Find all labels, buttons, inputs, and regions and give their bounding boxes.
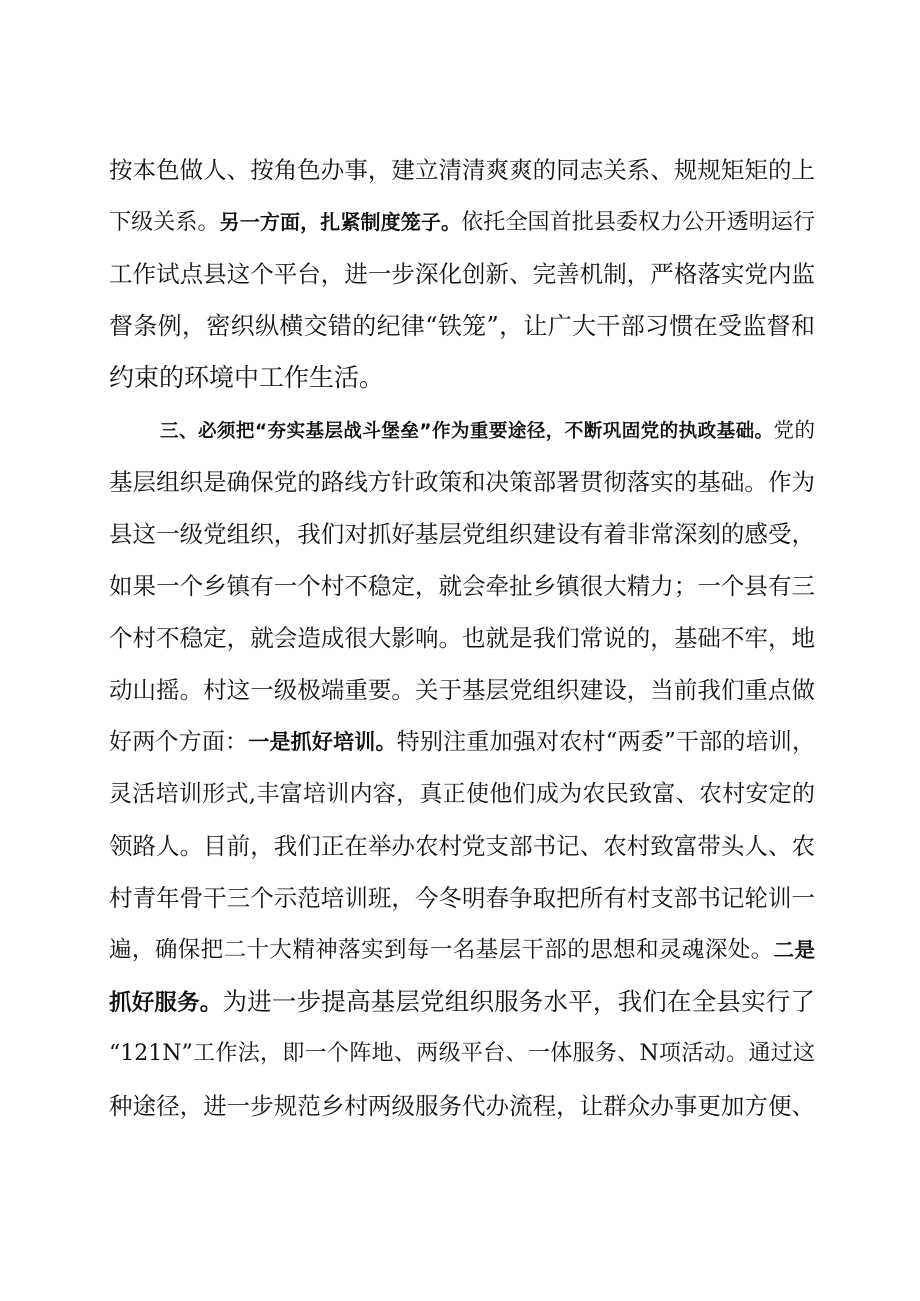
bold-heading-segment: 二是 — [773, 938, 815, 962]
body-line-7 — [109, 467, 815, 497]
text-segment: 动山摇。村这一级极端重要。关于基层党组织建设，当前我们重点做 — [109, 676, 815, 704]
body-line-5 — [109, 363, 815, 393]
text-segment: 个村不稳定，就会造成很大影响。也就是我们常说的，基础不牢，地 — [109, 624, 815, 652]
body-line-9 — [109, 571, 815, 601]
bold-heading-segment: 一是抓好培训。 — [248, 730, 397, 754]
body-line-14 — [109, 831, 815, 861]
body-line-11 — [109, 675, 815, 705]
body-line-15 — [109, 883, 815, 913]
text-segment: 约束的环境中工作生活。 — [109, 363, 385, 392]
text-segment: 为进一步提高基层党组织服务水平，我们在全县实行了 — [222, 987, 815, 1016]
body-line-8 — [109, 519, 815, 549]
body-line-19 — [109, 1091, 815, 1121]
text-segment: “121N”工作法，即一个阵地、两级平台、一体服务、N项活动。通过这 — [109, 1041, 815, 1066]
body-line-3 — [109, 259, 815, 289]
body-line-2 — [109, 207, 815, 238]
body-line-4 — [109, 311, 815, 341]
text-segment: 工作试点县这个平台，进一步深化创新、完善机制，严格落实党内监 — [109, 260, 815, 288]
body-line-10 — [109, 623, 815, 653]
text-segment: 特别注重加强对农村“两委”干部的培训， — [396, 729, 816, 755]
text-segment: 如果一个乡镇有一个村不稳定，就会牵扯乡镇很大精力；一个县有三 — [109, 572, 815, 600]
section-heading: 三、必须把“夯实基层战斗堡垒”作为重要途径，不断巩固党的执政基础。 — [160, 421, 774, 442]
text-segment: 种途径，进一步规范乡村两级服务代办流程，让群众办事更加方便、 — [109, 1092, 815, 1120]
body-line-12 — [109, 727, 815, 757]
text-segment: 县这一级党组织，我们对抓好基层党组织建设有着非常深刻的感受， — [109, 520, 815, 548]
body-line-16 — [109, 935, 815, 965]
bold-heading-segment: 另一方面，扎紧制度笼子。 — [219, 210, 462, 234]
text-segment: 党的 — [773, 418, 816, 442]
body-line-1 — [109, 155, 815, 185]
body-line-18 — [109, 1039, 815, 1069]
text-segment: 下级关系。 — [109, 210, 220, 235]
text-segment: 按本色做人、按角色办事，建立清清爽爽的同志关系、规规矩矩的上 — [109, 156, 815, 184]
section-heading-line — [160, 415, 815, 447]
text-segment: 基层组织是确保党的路线方针政策和决策部署贯彻落实的基础。作为 — [109, 468, 815, 496]
text-segment: 村青年骨干三个示范培训班，今冬明春争取把所有村支部书记轮训一 — [109, 884, 815, 912]
text-segment: 依托全国首批县委权力公开透明运行 — [461, 210, 815, 235]
text-segment: 灵活培训形式,丰富培训内容，真正使他们成为农民致富、农村安定的 — [109, 781, 815, 807]
text-segment: 遍，确保把二十大精神落实到每一名基层干部的思想和灵魂深处。 — [109, 937, 774, 963]
text-segment: 督条例，密织纵横交错的纪律“铁笼”，让广大干部习惯在受监督和 — [109, 312, 815, 340]
text-segment: 领路人。目前，我们正在举办农村党支部书记、农村致富带头人、农 — [109, 832, 815, 860]
text-segment: 好两个方面： — [109, 729, 249, 755]
body-line-13 — [109, 779, 815, 809]
bold-heading-segment: 抓好服务。 — [109, 990, 223, 1016]
body-line-17 — [109, 987, 815, 1018]
